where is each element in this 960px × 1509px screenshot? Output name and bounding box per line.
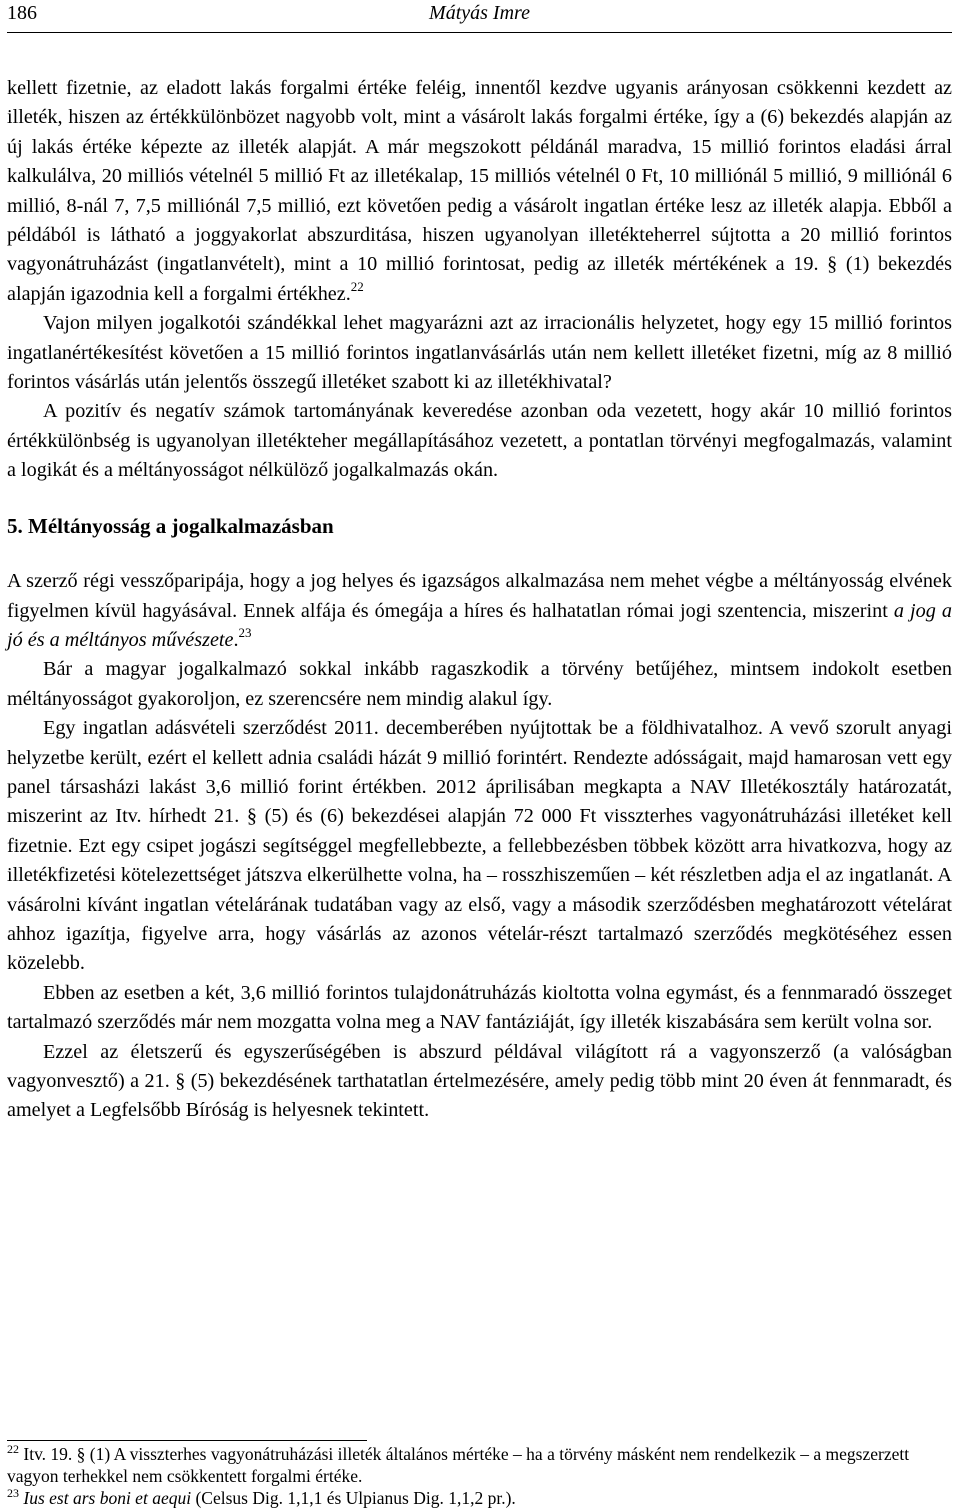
page-number: 186: [7, 2, 37, 24]
footnote-number: 22: [7, 1442, 19, 1456]
footnote-ref-22[interactable]: 22: [350, 278, 364, 294]
footnote-number: 23: [7, 1486, 19, 1500]
quoted-maxim: a jog a jó és a méltányos művészete: [7, 599, 952, 651]
paragraph: Ezzel az életszerű és egyszerűségében is abszurd példával világított rá a vagyonszerző (a valóságban vagyonvesztő) a 21. § (5) bekezdésének tarthatatlan értelmezésére, amely pedig több mint 20 éven át fennmaradt, és amelyet a Legfelsőbb Bíróság is helyesnek tekintett.: [7, 1040, 952, 1122]
section-heading: 5. Méltányosság a jogalkalmazásban: [7, 513, 334, 538]
paragraph: Vajon milyen jogalkotói szándékkal lehet magyarázni azt az irracionális helyzetet, hogy egy 15 millió forintos ingatlanértékesítést követően a 15 millió forintos ingatlanvásárlás után nem kellett illetéket fizetni, míg az 8 millió forintos vásárlás után jelentős összegű illetéket szabott ki az illetékhivatal?: [7, 312, 952, 394]
paragraph-text: A szerző régi vesszőparipája, hogy a jog helyes és igazságos alkalmazása nem mehet végbe a méltányosság elvének figyelmen kívül hagyásával. Ennek alfája és ómegája a híres és halhatatlan római jogi szentencia, miszerint: [7, 570, 952, 622]
paragraph: Egy ingatlan adásvételi szerződést 2011. decemberében nyújtottak be a földhivatalhoz. A vevő szorult anyagi helyzetbe került, ezért el kellett adnia családi házát 9 millió forintért. Rendezte adósságait, majd hamarosan vett egy panel társasházi lakást 3,6 millió forint értékben. 2012 áprilisában megkapta a NAV Illetékosztály határozatát, miszerint az Itv. hírhedt 21. § (5) és (6) bekezdései alapján 72 000 Ft visszterhes vagyonátruházási illetéket kell fizetnie. Ezt egy csipet jogászi segítséggel megfellebbezte, a fellebbezésben többek között arra hivatkozva, hogy az illetékfizetési kötelezettséget játszva elkerülhette volna, ha – rosszhiszeműen – két részletben adja el az ingatlanát. A vásárolni kívánt ingatlan vételárának tudatában vagy az első, vagy a második szerződésben meghatározott vételárat ahhoz igazítja, figyelve arra, hogy vásárlás az azonos vételár-részt tartalmazó szerződés megkötéséhez essen közelebb.: [7, 717, 952, 975]
paragraph: A pozitív és negatív számok tartományának keveredése azonban oda vezetett, hogy akár 10 millió forintos értékkülönbség is ugyanolyan illetékteher megállapításához vezetett, a pontatlan törvényi megfogalmazás, valamint a logikát és a méltányosságot nélkülöző jogalkalmazás okán.: [7, 400, 952, 482]
body-text: [7, 74, 952, 1126]
footnote-ref-23[interactable]: 23: [238, 624, 252, 640]
paragraph-text: kellett fizetnie, az eladott lakás forgalmi értéke feléig, innentől kezdve ugyanis arányosan csökkenni kezdett az illeték, hiszen az értékkülönbözet nagyobb volt, mint a vásárolt lakás forgalmi értéke, így a (6) bekezdés alapján az új lakás értéke képezte az illeték alapját. A már megszokott példánál maradva, 15 millió forintos eladási árral kalkulálva, 20 milliós vételnél 5 millió Ft az illetékalap, 15 milliós vételnél 0 Ft, 10 milliónál 5 millió, 9 milliónál 6 millió, 8-nál 7, 7,5 milliónál 7,5 millió, ezt követően pedig a vásárolt ingatlan értéke lesz az illeték alapja. Ebből a példából is látható a joggyakorlat abszurditása, hiszen ugyanolyan illetékteherrel sújtotta a 20 millió forintos vagyonátruházást (ingatlanvételt), mint a 10 millió forintosat, pedig az illeték mértékének a 19. § (1) bekezdés alapján igazodnia kell a forgalmi értékhez.: [7, 77, 952, 305]
footnote-maxim: Ius est ars boni et aequi: [23, 1488, 192, 1508]
footnote-divider: [7, 1440, 367, 1441]
footnotes: [7, 1443, 952, 1509]
paragraph: [7, 567, 952, 655]
footnote-22: [7, 1443, 952, 1487]
period: .: [233, 628, 239, 651]
footnote-text: Itv. 19. § (1) A visszterhes vagyonátruházási illeték általános mértéke – ha a törvény másként nem rendelkezik – a megszerzett vagyon terhekkel nem csökkentett forgalmi értéke.: [7, 1444, 910, 1486]
paragraph: Ebben az esetben a két, 3,6 millió forintos tulajdonátruházás kioltotta volna egymást, és a fennmaradó összeget tartalmazó szerződés már nem mozgatta volna meg a NAV fantáziáját, így illeték kiszabására sem került volna sor.: [7, 981, 952, 1034]
paragraph: Bár a magyar jogalkalmazó sokkal inkább ragaszkodik a törvény betűjéhez, mintsem indokolt esetben méltányosságot gyakoroljon, ez szerencsére nem mindig alakul így.: [7, 658, 952, 710]
footnote-23: [7, 1487, 952, 1509]
paragraph: [7, 74, 952, 309]
footnote-text: (Celsus Dig. 1,1,1 és Ulpianus Dig. 1,1,2 pr.).: [191, 1488, 516, 1508]
running-title: Mátyás Imre: [429, 2, 530, 24]
page-header: [7, 2, 952, 33]
